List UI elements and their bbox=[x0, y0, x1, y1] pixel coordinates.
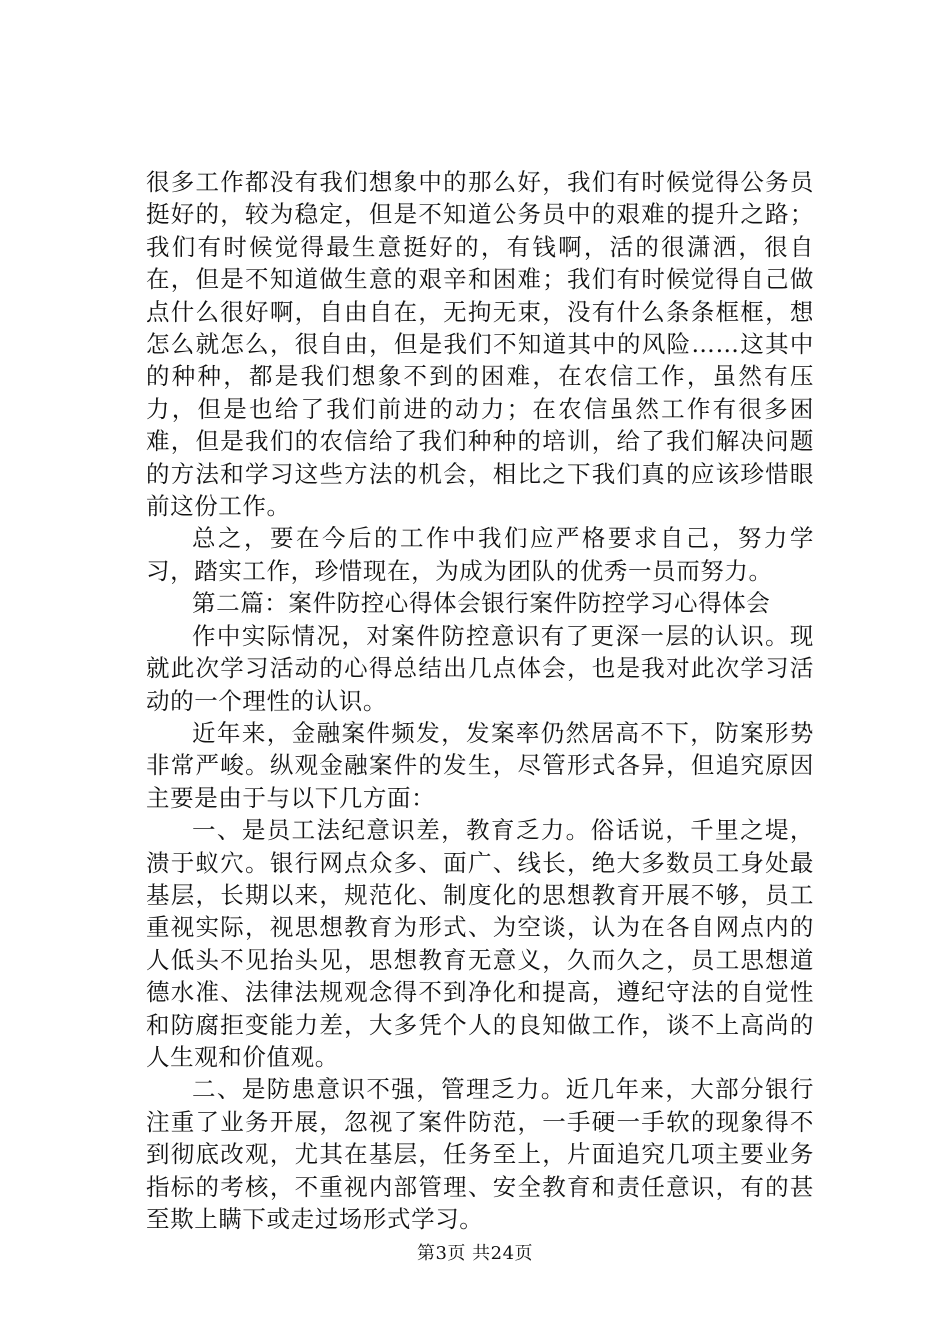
paragraph-work-reflection: 很多工作都没有我们想象中的那么好，我们有时候觉得公务员挺好的，较为稳定，但是不知道公务员中的艰难的提升之路；我们有时候觉得最生意挺好的，有钱啊，活的很潇洒，很自在，但是不知道做生意的艰辛和困难；我们有时候觉得自己做点什么很好啊，自由自在，无拘无束，没有什么条条框框，想怎么就怎么，很自由，但是我们不知道其中的风险……这其中的种种，都是我们想象不到的困难，在农信工作，虽然有压力，但是也给了我们前进的动力；在农信虽然工作有很多困难，但是我们的农信给了我们种种的培训，给了我们解决问题的方法和学习这些方法的机会，相比之下我们真的应该珍惜眼前这份工作。 bbox=[146, 168, 814, 521]
paragraph-situation: 近年来，金融案件频发，发案率仍然居高不下，防案形势非常严峻。纵观金融案件的发生，尽管形式各异，但追究原因主要是由于与以下几方面： bbox=[146, 718, 814, 812]
page-footer: 第3页 共24页 bbox=[416, 1243, 534, 1264]
paragraph-point-one: 一、是员工法纪意识差，教育乏力。俗话说，千里之堤，溃于蚁穴。银行网点众多、面广、线长，绝大多数员工身处最基层，长期以来，规范化、制度化的思想教育开展不够，员工重视实际，视思想教育为形式、为空谈，认为在各自网点内的人低头不见抬头见，思想教育无意义，久而久之，员工思想道德水准、法律法规观念得不到净化和提高，遵纪守法的自觉性和防腐拒变能力差，大多凭个人的良知做工作，谈不上高尚的人生观和价值观。 bbox=[146, 816, 814, 1071]
paragraph-intro: 作中实际情况，对案件防控意识有了更深一层的认识。现就此次学习活动的心得总结出几点体会，也是我对此次学习活动的一个理性的认识。 bbox=[146, 621, 814, 715]
paragraph-point-two: 二、是防患意识不强，管理乏力。近几年来，大部分银行注重了业务开展，忽视了案件防范，一手硬一手软的现象得不到彻底改观，尤其在基层，任务至上，片面追究几项主要业务指标的考核，不重视内部管理、安全教育和责任意识，有的甚至欺上瞒下或走过场形式学习。 bbox=[146, 1075, 814, 1233]
document-body bbox=[146, 166, 814, 1235]
paragraph-conclusion: 总之，要在今后的工作中我们应严格要求自己，努力学习，踏实工作，珍惜现在，为成为团队的优秀一员而努力。 bbox=[146, 524, 814, 585]
section-heading: 第二篇：案件防控心得体会银行案件防控学习心得体会 bbox=[192, 589, 771, 618]
